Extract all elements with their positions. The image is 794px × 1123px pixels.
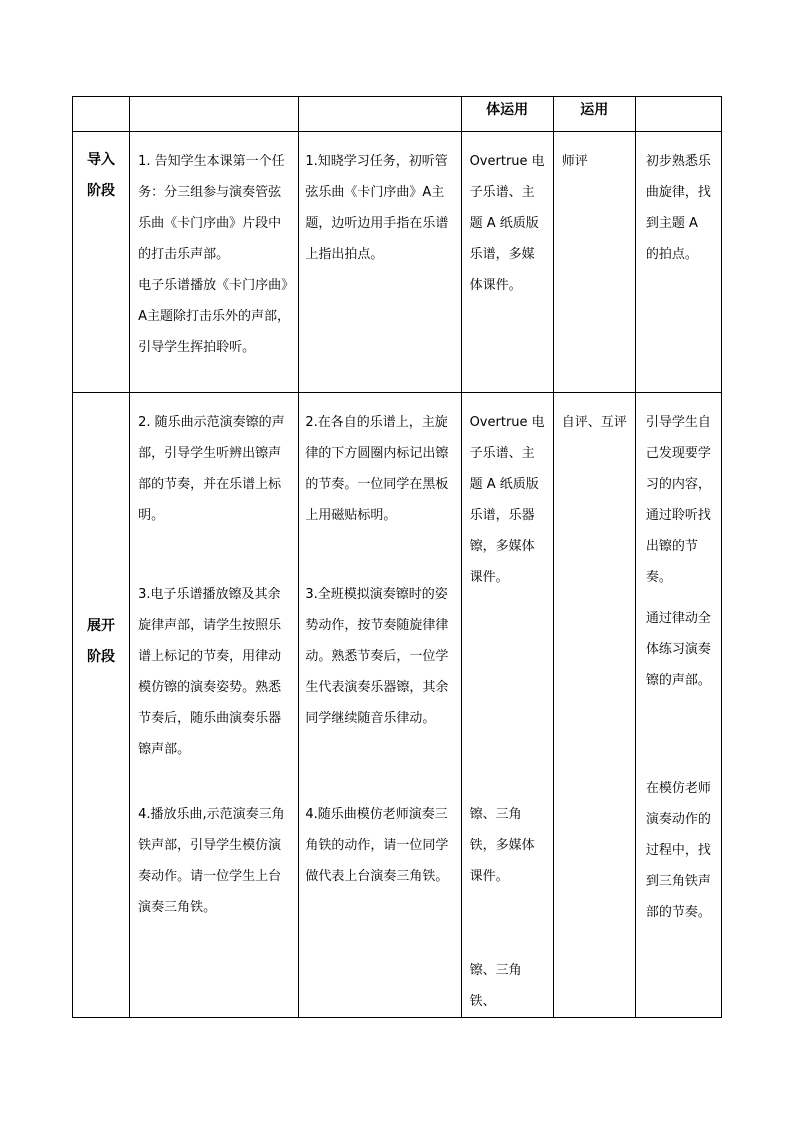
header-cell-media — [461, 97, 553, 132]
table-header-row — [73, 97, 722, 132]
stage-label-line: 导入 — [87, 152, 116, 168]
media-text: Overtrue 电子乐谱、主题 A 纸质版乐谱，乐器镲，多媒体课件。 — [469, 415, 545, 585]
student-activity-text: 3.全班模拟演奏镲时的姿势动作，按节奏随旋律律动。熟悉节奏后，一位学生代表演奏乐器镲，其余同学继续随音乐律动。 — [305, 587, 449, 726]
stage-label-line: 展开 — [87, 618, 116, 634]
student-activity-cell — [299, 393, 461, 1018]
stage-cell — [73, 132, 130, 393]
media-text: 镲、三角铁、 — [469, 963, 522, 1009]
media-cell — [461, 393, 553, 1018]
design-intent-text: 通过律动全体练习演奏镲的声部。 — [645, 611, 711, 688]
design-intent-text: 在模仿老师演奏动作的过程中，找到三角铁声部的节奏。 — [645, 781, 711, 920]
stage-label-line: 阶段 — [87, 649, 116, 665]
table-row — [73, 393, 722, 1018]
header-cell-teacher — [130, 97, 299, 132]
evaluation-cell — [553, 393, 635, 1018]
design-intent-text: 引导学生自己发现要学习的内容，通过聆听找出镲的节奏。 — [645, 415, 711, 585]
stage-label-line: 阶段 — [87, 183, 116, 199]
design-intent-cell — [635, 132, 721, 393]
student-activity-cell — [299, 132, 461, 393]
student-activity-text: 2.在各自的乐谱上，主旋律的下方圆圈内标记出镲的节奏。一位同学在黑板上用磁贴标明。 — [305, 415, 449, 523]
lesson-plan-table — [72, 96, 722, 1018]
teacher-activity-text: 4.播放乐曲,示范演奏三角铁声部，引导学生模仿演奏动作。请一位学生上台演奏三角铁。 — [138, 807, 285, 915]
media-text: 镲、三角铁，多媒体课件。 — [469, 807, 535, 884]
teacher-activity-text: 1. 告知学生本课第一个任务：分三组参与演奏管弦乐曲《卡门序曲》片段中的打击乐声部。 — [138, 154, 285, 262]
student-activity-text: 1.知晓学习任务，初听管弦乐曲《卡门序曲》A主题，边听边用手指在乐谱上指出拍点。 — [305, 154, 449, 262]
table-row — [73, 132, 722, 393]
header-cell-student — [299, 97, 461, 132]
teacher-activity-text: 2. 随乐曲示范演奏镲的声部，引导学生听辨出镲声部的节奏，并在乐谱上标明。 — [138, 415, 285, 523]
header-cell-stage — [73, 97, 130, 132]
evaluation-text: 自评、互评 — [561, 415, 627, 430]
design-intent-cell — [635, 393, 721, 1018]
header-cell-eval — [553, 97, 635, 132]
evaluation-text: 师评 — [561, 154, 588, 169]
teacher-activity-cell — [130, 132, 299, 393]
header-media-label: 体运用 — [486, 102, 529, 118]
design-intent-text: 初步熟悉乐曲旋律，找到主题 A 的拍点。 — [645, 154, 711, 262]
student-activity-text: 4.随乐曲模仿老师演奏三角铁的动作，请一位同学做代表上台演奏三角铁。 — [305, 807, 449, 884]
media-text: Overtrue 电子乐谱、主题 A 纸质版乐谱，多媒体课件。 — [469, 154, 545, 293]
header-cell-intent — [635, 97, 721, 132]
header-eval-label: 运用 — [580, 102, 609, 118]
teacher-activity-cell — [130, 393, 299, 1018]
teacher-activity-text: 电子乐谱播放《卡门序曲》A主题除打击乐外的声部，引导学生挥拍聆听。 — [138, 278, 290, 355]
media-cell — [461, 132, 553, 393]
teacher-activity-text: 3.电子乐谱播放镲及其余旋律声部，请学生按照乐谱上标记的节奏，用律动模仿镲的演奏姿势。熟悉节奏后，随乐曲演奏乐器镲声部。 — [138, 587, 282, 757]
evaluation-cell — [553, 132, 635, 393]
stage-cell — [73, 393, 130, 1018]
